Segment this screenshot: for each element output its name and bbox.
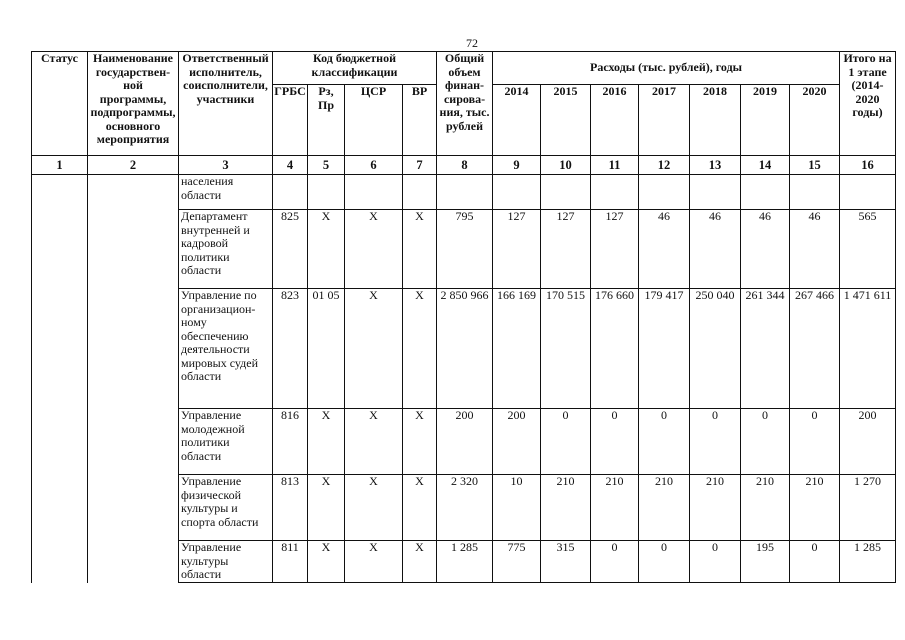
header-year: 2018 (690, 85, 741, 156)
cell-rz-pr: 01 05 (308, 289, 345, 409)
column-number: 2 (88, 156, 179, 175)
cell-stage-total (840, 175, 896, 210)
header-year: 2014 (493, 85, 541, 156)
cell-year-expense: 0 (790, 541, 840, 583)
table-header (32, 52, 896, 175)
cell-rz-pr: Х (308, 475, 345, 541)
cell-total-volume (437, 175, 493, 210)
cell-year-expense: 46 (741, 210, 790, 289)
header-total-volume: Общий объем финан-сирова-ния, тыс. рублей (437, 52, 493, 156)
cell-year-expense: 210 (541, 475, 591, 541)
column-number: 11 (591, 156, 639, 175)
cell-year-expense: 210 (591, 475, 639, 541)
cell-year-expense: 210 (741, 475, 790, 541)
cell-year-expense: 0 (690, 409, 741, 475)
header-executor: Ответственный исполнитель, соисполнители, участники (179, 52, 273, 156)
cell-year-expense: 315 (541, 541, 591, 583)
cell-vr (403, 175, 437, 210)
header-year: 2019 (741, 85, 790, 156)
column-number: 8 (437, 156, 493, 175)
cell-csr: Х (345, 289, 403, 409)
column-number: 6 (345, 156, 403, 175)
cell-vr: Х (403, 409, 437, 475)
column-number: 9 (493, 156, 541, 175)
cell-executor: Управление по организацион-ному обеспечению деятельности мировых судей области (179, 289, 273, 409)
column-number: 14 (741, 156, 790, 175)
column-number: 13 (690, 156, 741, 175)
cell-grbs: 825 (273, 210, 308, 289)
cell-year-expense: 0 (591, 541, 639, 583)
cell-year-expense: 210 (639, 475, 690, 541)
cell-year-expense: 210 (690, 475, 741, 541)
cell-stage-total: 200 (840, 409, 896, 475)
column-number: 4 (273, 156, 308, 175)
cell-vr: Х (403, 541, 437, 583)
cell-year-expense (741, 175, 790, 210)
cell-total-volume: 1 285 (437, 541, 493, 583)
cell-grbs: 823 (273, 289, 308, 409)
cell-status (32, 175, 88, 583)
cell-executor: Департамент внутренней и кадровой политики области (179, 210, 273, 289)
cell-year-expense: 176 660 (591, 289, 639, 409)
column-number: 16 (840, 156, 896, 175)
table-body (32, 175, 896, 583)
cell-year-expense: 170 515 (541, 289, 591, 409)
cell-year-expense: 267 466 (790, 289, 840, 409)
cell-year-expense: 0 (690, 541, 741, 583)
cell-year-expense: 127 (591, 210, 639, 289)
budget-table (31, 51, 896, 583)
cell-year-expense: 195 (741, 541, 790, 583)
cell-stage-total: 1 270 (840, 475, 896, 541)
cell-csr: Х (345, 409, 403, 475)
header-stage-total: Итого на 1 этапе (2014-2020 годы) (840, 52, 896, 156)
cell-total-volume: 2 320 (437, 475, 493, 541)
cell-csr (345, 175, 403, 210)
cell-year-expense: 46 (790, 210, 840, 289)
cell-rz-pr: Х (308, 409, 345, 475)
header-year: 2017 (639, 85, 690, 156)
column-number: 7 (403, 156, 437, 175)
header-year: 2016 (591, 85, 639, 156)
cell-year-expense: 10 (493, 475, 541, 541)
cell-year-expense: 46 (690, 210, 741, 289)
cell-year-expense: 210 (790, 475, 840, 541)
header-vr: ВР (403, 85, 437, 156)
cell-year-expense (790, 175, 840, 210)
header-csr: ЦСР (345, 85, 403, 156)
cell-executor: Управление культуры области (179, 541, 273, 583)
cell-year-expense: 127 (493, 210, 541, 289)
cell-year-expense: 0 (790, 409, 840, 475)
cell-year-expense: 0 (639, 409, 690, 475)
cell-year-expense (639, 175, 690, 210)
cell-year-expense: 0 (741, 409, 790, 475)
cell-program-name (88, 175, 179, 583)
column-number: 15 (790, 156, 840, 175)
cell-total-volume: 2 850 966 (437, 289, 493, 409)
cell-grbs: 811 (273, 541, 308, 583)
cell-stage-total: 1 471 611 (840, 289, 896, 409)
column-number-row (32, 156, 896, 175)
cell-stage-total: 1 285 (840, 541, 896, 583)
column-number: 1 (32, 156, 88, 175)
cell-csr: Х (345, 475, 403, 541)
cell-rz-pr: Х (308, 541, 345, 583)
column-number: 10 (541, 156, 591, 175)
cell-stage-total: 565 (840, 210, 896, 289)
cell-year-expense: 250 040 (690, 289, 741, 409)
header-budget-code: Код бюджетной классификации (273, 52, 437, 85)
table-row (32, 175, 896, 210)
header-year: 2020 (790, 85, 840, 156)
column-number: 12 (639, 156, 690, 175)
cell-year-expense (541, 175, 591, 210)
cell-year-expense (690, 175, 741, 210)
cell-total-volume: 200 (437, 409, 493, 475)
cell-year-expense: 0 (541, 409, 591, 475)
cell-vr: Х (403, 289, 437, 409)
cell-year-expense (591, 175, 639, 210)
header-year: 2015 (541, 85, 591, 156)
cell-year-expense (493, 175, 541, 210)
header-program-name: Наименование государствен-ной программы, подпрограммы, основного мероприятия (88, 52, 179, 156)
header-status: Статус (32, 52, 88, 156)
cell-year-expense: 200 (493, 409, 541, 475)
cell-year-expense: 166 169 (493, 289, 541, 409)
cell-rz-pr (308, 175, 345, 210)
cell-grbs (273, 175, 308, 210)
cell-year-expense: 0 (639, 541, 690, 583)
cell-year-expense: 0 (591, 409, 639, 475)
page-number: 72 (466, 36, 478, 50)
cell-executor: Управление молодежной политики области (179, 409, 273, 475)
cell-total-volume: 795 (437, 210, 493, 289)
cell-vr: Х (403, 210, 437, 289)
cell-year-expense: 261 344 (741, 289, 790, 409)
cell-rz-pr: Х (308, 210, 345, 289)
column-number: 5 (308, 156, 345, 175)
header-rz-pr: Рз, Пр (308, 85, 345, 156)
cell-executor: Управление физической культуры и спорта области (179, 475, 273, 541)
header-expenses: Расходы (тыс. рублей), годы (493, 52, 840, 85)
cell-year-expense: 179 417 (639, 289, 690, 409)
cell-csr: Х (345, 541, 403, 583)
column-number: 3 (179, 156, 273, 175)
cell-csr: Х (345, 210, 403, 289)
cell-grbs: 813 (273, 475, 308, 541)
cell-year-expense: 46 (639, 210, 690, 289)
cell-year-expense: 775 (493, 541, 541, 583)
cell-executor: населения области (179, 175, 273, 210)
cell-vr: Х (403, 475, 437, 541)
cell-year-expense: 127 (541, 210, 591, 289)
cell-grbs: 816 (273, 409, 308, 475)
header-grbs: ГРБС (273, 85, 308, 156)
